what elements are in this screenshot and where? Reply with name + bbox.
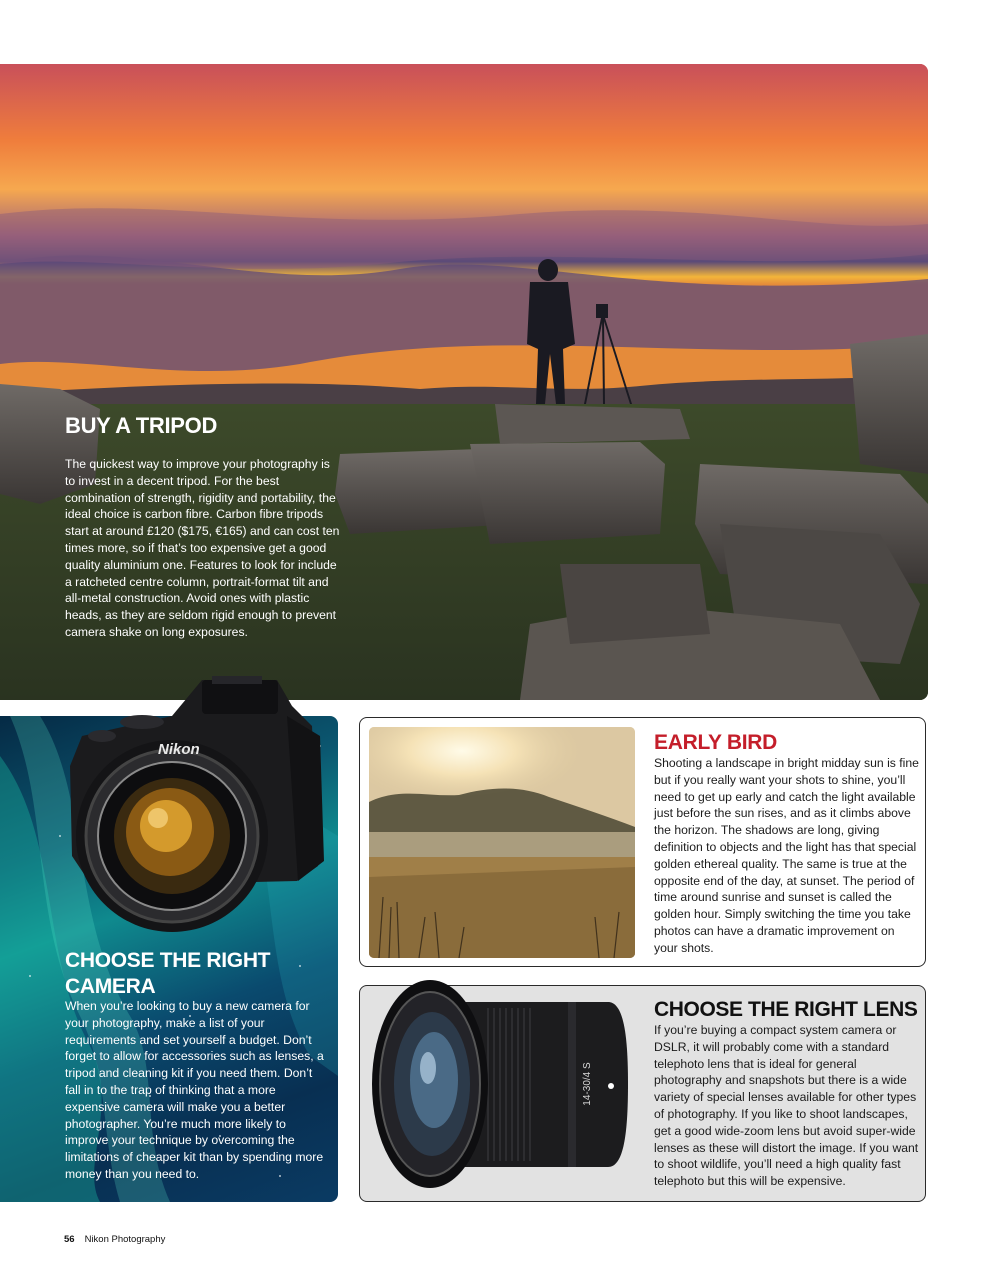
page-footer <box>64 1234 165 1245</box>
camera-heading: CHOOSE THE RIGHT CAMERA <box>65 949 271 998</box>
nikon-bridge-camera-illustration <box>62 676 326 946</box>
misty-sunrise-photo <box>369 727 635 958</box>
tripod-heading: BUY A TRIPOD <box>65 413 218 438</box>
nikon-logo-text: Nikon <box>158 741 200 758</box>
page-number: 56 <box>64 1234 75 1245</box>
camera-body: When you’re looking to buy a new camera for your photography, make a list of your requirements and set yourself a budget. Don’t forget to allow for accessories such as lenses, a tripod and cleaning kit if you need them. Don’t fall in to the trap of thinking that a more expensive camera will make you a better photographer. You’re much more likely to improve your technique by overcoming the limitations of cheaper kit than by spending more money than you need to. <box>65 999 324 1181</box>
lens-marking-text: 14-30/4 S <box>582 1062 593 1106</box>
tripod-body: The quickest way to improve your photography is to invest in a decent tripod. For the best combination of strength, rigidity and portability, the ideal choice is carbon fibre. Carbon fibre tripods start at around £120 ($175, €165) and can cost ten times more, so if that’s too expensive get a good quality aluminium one. Features to look for include a ratcheted centre column, portrait-format tilt and all-metal construction. Avoid ones with plastic heads, as they are seldom rigid enough to prevent camera shake on long exposures. <box>65 457 340 639</box>
early-bird-heading: EARLY BIRD <box>654 731 778 754</box>
early-bird-body: Shooting a landscape in bright midday sun is fine but if you really want your shots to shine, you’ll need to get up early and catch the light available just before the sun rises, and as it climbs above the horizon. The shadows are long, giving definition to objects and the light has that special golden ethereal quality. The same is true at the opposite end of the day, at sunset. The period of time around sunrise and sunset is called the golden hour. Simply switching the time you take photos can have a dramatic improvement on your shots. <box>654 756 919 955</box>
lens-body: If you’re buying a compact system camera or DSLR, it will probably come with a standard telephoto lens that is ideal for general photography and snapshots but there is a wide variety of special lenses available for other types of photography. If you like to shoot landscapes, get a good wide-zoom lens but avoid super-wide lenses as these will distort the image. If you want to shoot wildlife, you’ll need a high quality fast telephoto but this will be expensive. <box>654 1023 919 1189</box>
publication-name: Nikon Photography <box>84 1234 166 1245</box>
wide-zoom-lens-illustration <box>368 972 638 1197</box>
lens-heading: CHOOSE THE RIGHT LENS <box>654 998 918 1021</box>
misty-field-illustration <box>369 727 635 958</box>
